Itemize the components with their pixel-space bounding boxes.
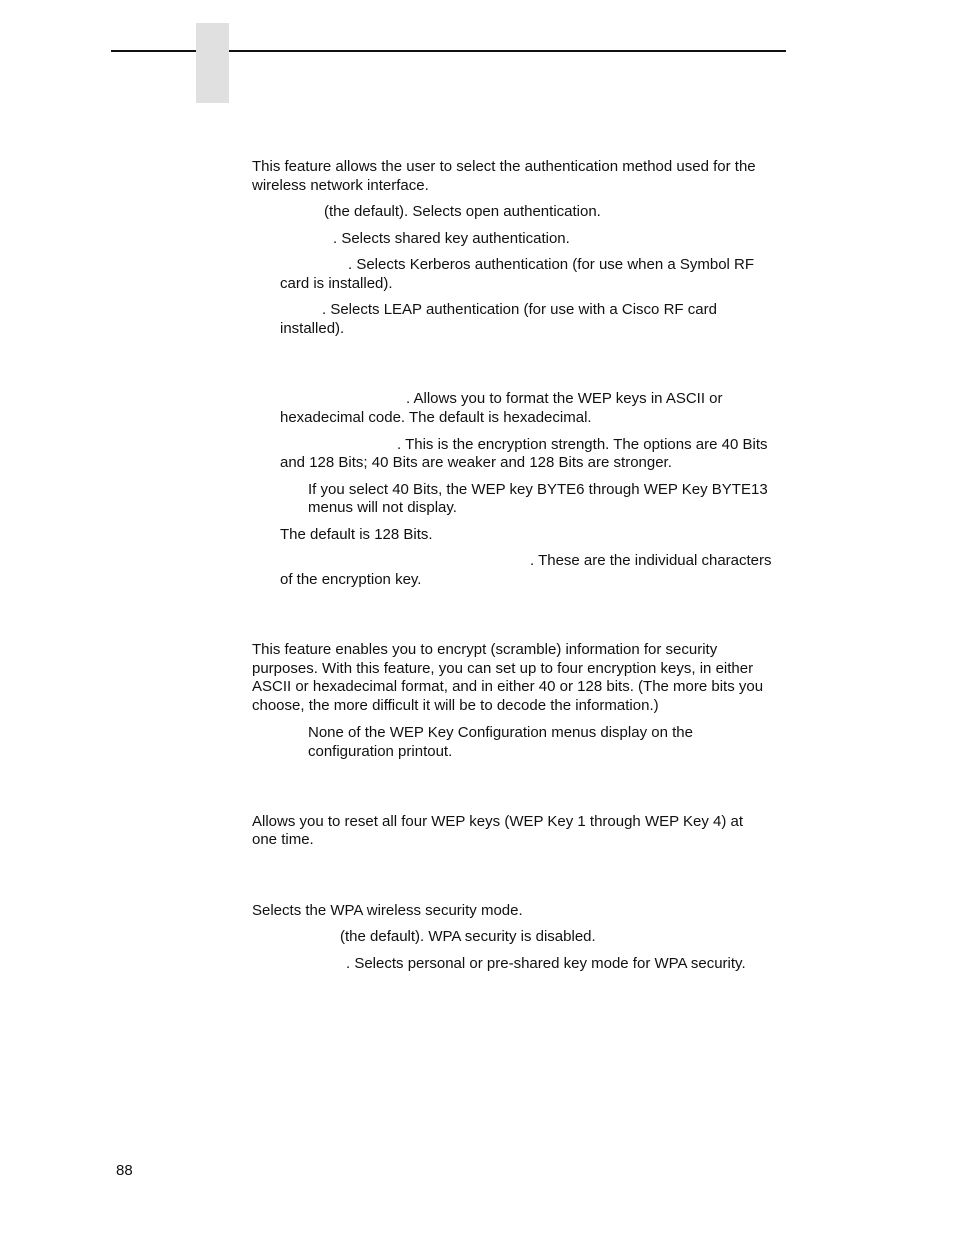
auth-intro-line-2: wireless network interface. [252, 177, 429, 194]
auth-option-kerberos-line-2: card is installed). [280, 275, 393, 292]
wpa-intro: Selects the WPA wireless security mode. [252, 902, 523, 919]
wep-bytes-line-1: . These are the individual characters [530, 552, 772, 569]
auth-option-leap-line-1: . Selects LEAP authentication (for use with a Cisco RF card [322, 301, 717, 318]
wpa-option-psk: . Selects personal or pre-shared key mode for WPA security. [346, 955, 746, 972]
wep-size-note-line-2: menus will not display. [308, 499, 457, 516]
auth-intro-line-1: This feature allows the user to select the authentication method used for the [252, 158, 756, 175]
wep-size-default: The default is 128 Bits. [280, 526, 433, 543]
reset-line-2: one time. [252, 831, 314, 848]
wep-size-line-2: and 128 Bits; 40 Bits are weaker and 128 Bits are stronger. [280, 454, 672, 471]
auth-option-open: (the default). Selects open authentication. [324, 203, 601, 220]
wpa-option-disable: (the default). WPA security is disabled. [340, 928, 596, 945]
wep-config-note-line-2: configuration printout. [308, 743, 453, 760]
wep-config-note-line-1: None of the WEP Key Configuration menus display on the [308, 724, 693, 741]
wep-config-line-4: choose, the more difficult it will be to decode the information.) [252, 697, 659, 714]
reset-line-1: Allows you to reset all four WEP keys (WEP Key 1 through WEP Key 4) at [252, 813, 744, 830]
wep-size-note-line-1: If you select 40 Bits, the WEP key BYTE6 through WEP Key BYTE13 [308, 481, 768, 498]
auth-option-leap-line-2: installed). [280, 320, 345, 337]
page-number: 88 [116, 1162, 133, 1179]
wep-format-line-1: . Allows you to format the WEP keys in ASCII or [406, 390, 723, 407]
wep-config-line-3: ASCII or hexadecimal format, and in either 40 or 128 bits. (The more bits you [252, 678, 764, 695]
auth-option-kerberos-line-1: . Selects Kerberos authentication (for use when a Symbol RF [348, 256, 755, 273]
wep-bytes-line-2: of the encryption key. [280, 571, 422, 588]
auth-option-shared: . Selects shared key authentication. [333, 230, 570, 247]
wep-format-line-2: hexadecimal code. The default is hexadecimal. [280, 409, 592, 426]
wep-size-line-1: . This is the encryption strength. The options are 40 Bits [397, 436, 768, 453]
wep-config-line-2: purposes. With this feature, you can set up to four encryption keys, in either [252, 660, 754, 677]
wep-config-line-1: This feature enables you to encrypt (scramble) information for security [252, 641, 718, 658]
chapter-tab [196, 23, 229, 103]
